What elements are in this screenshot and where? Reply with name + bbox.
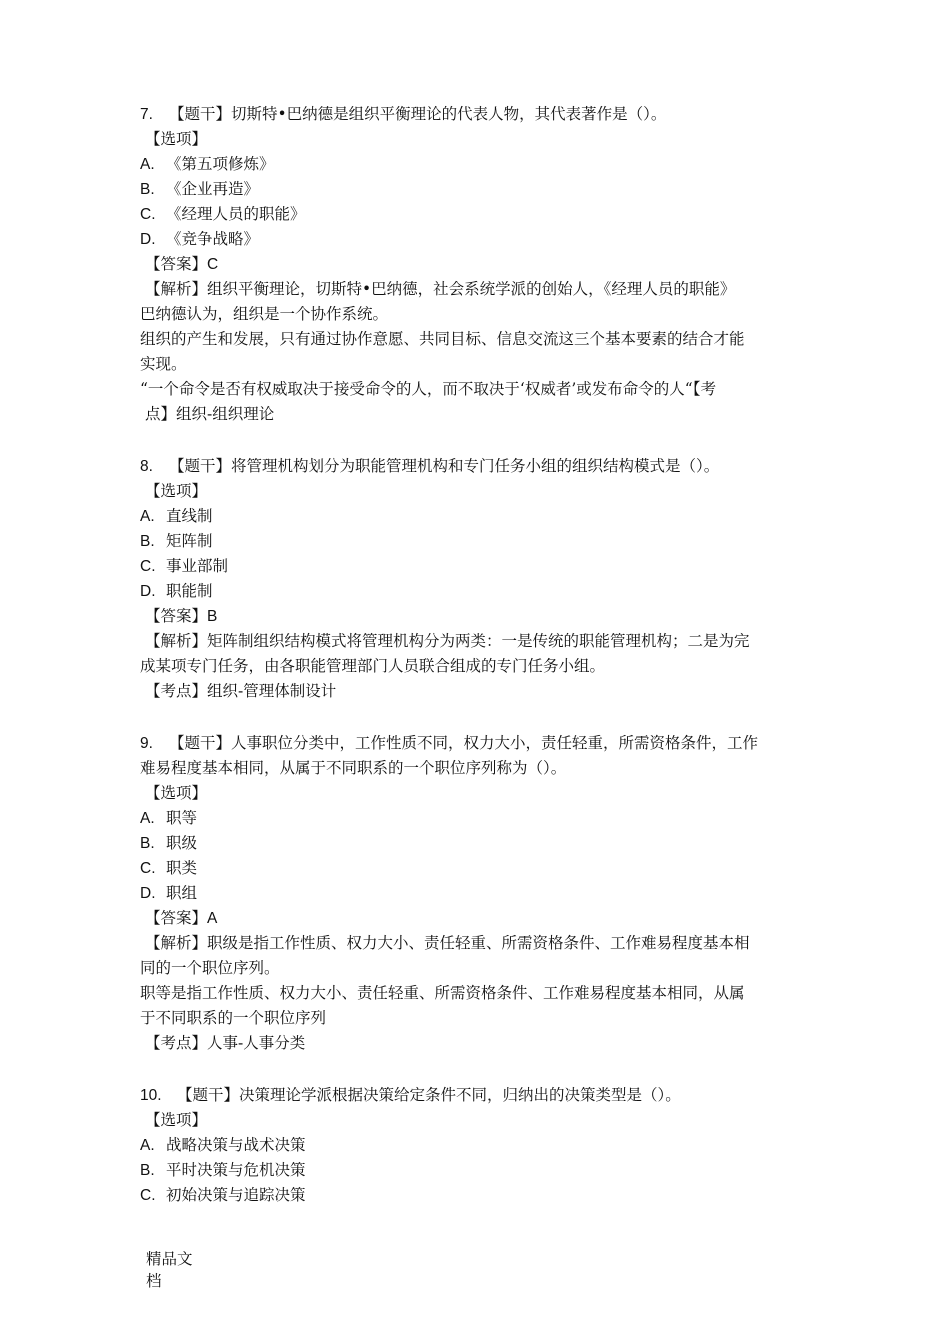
question-8: [140, 454, 820, 704]
analysis-line: “一个命令是否有权威取决于接受命令的人，而不取决于‘权威者’或发布命令的人“【考: [140, 380, 716, 398]
analysis-line: 组织的产生和发展，只有通过协作意愿、共同目标、信息交流这三个基本要素的结合才能: [140, 330, 745, 348]
option-c: C. 职类: [140, 859, 198, 877]
question-stem: [140, 731, 820, 756]
option-a: A. 战略决策与战术决策: [140, 1136, 306, 1154]
analysis-line: 职等是指工作性质、权力大小、责任轻重、所需资格条件、工作难易程度基本相同，从属: [140, 984, 745, 1002]
question-7: [140, 102, 820, 427]
option-d: D. 职组: [140, 884, 198, 902]
analysis-line: 【解析】职级是指工作性质、权力大小、责任轻重、所需资格条件、工作难易程度基本相: [145, 934, 750, 952]
question-stem: [140, 454, 820, 479]
exam-point: 【考点】人事-人事分类: [145, 1034, 306, 1052]
question-number: 10.: [140, 1087, 162, 1104]
answer: 【答案】B: [145, 607, 218, 625]
option-d: D. 《竞争战略》: [140, 230, 260, 248]
question-stem: [140, 1083, 820, 1108]
footer-line: 精品文: [146, 1250, 193, 1268]
stem-text: 【题干】人事职位分类中，工作性质不同，权力大小，责任轻重，所需资格条件，工作: [168, 734, 758, 752]
document-page: [140, 102, 820, 1208]
stem-text: 【题干】切斯特•巴纳德是组织平衡理论的代表人物，其代表著作是（）。: [168, 105, 667, 123]
stem-text-continued: 难易程度基本相同，从属于不同职系的一个职位序列称为（）。: [140, 759, 567, 777]
question-stem: [140, 102, 820, 127]
analysis-line: 成某项专门任务，由各职能管理部门人员联合组成的专门任务小组。: [140, 657, 606, 675]
option-b: B. 矩阵制: [140, 532, 213, 550]
footer-line: 档: [146, 1272, 162, 1290]
answer: 【答案】C: [145, 255, 219, 273]
stem-text: 【题干】决策理论学派根据决策给定条件不同，归纳出的决策类型是（）。: [176, 1086, 681, 1104]
question-number: 7.: [140, 106, 153, 123]
analysis-line: 点】组织-组织理论: [145, 405, 275, 423]
options-label: 【选项】: [145, 784, 208, 802]
answer: 【答案】A: [145, 909, 218, 927]
question-9: [140, 731, 820, 1056]
analysis-line: 【解析】矩阵制组织结构模式将管理机构分为两类：一是传统的职能管理机构；二是为完: [145, 632, 750, 650]
analysis-line: 巴纳德认为，组织是一个协作系统。: [140, 305, 389, 323]
option-b: B. 《企业再造》: [140, 180, 260, 198]
option-a: A. 直线制: [140, 507, 213, 525]
analysis-line: 【解析】组织平衡理论，切斯特•巴纳德，社会系统学派的创始人，《经理人员的职能》: [145, 280, 736, 298]
option-c: C. 初始决策与追踪决策: [140, 1186, 306, 1204]
question-number: 8.: [140, 458, 153, 475]
options-label: 【选项】: [145, 130, 208, 148]
analysis-line: 同的一个职位序列。: [140, 959, 280, 977]
option-c: C. 《经理人员的职能》: [140, 205, 306, 223]
option-c: C. 事业部制: [140, 557, 229, 575]
option-b: B. 职级: [140, 834, 198, 852]
option-b: B. 平时决策与危机决策: [140, 1161, 306, 1179]
exam-point: 【考点】组织-管理体制设计: [145, 682, 337, 700]
options-label: 【选项】: [145, 1111, 208, 1129]
options-label: 【选项】: [145, 482, 208, 500]
question-number: 9.: [140, 735, 153, 752]
option-d: D. 职能制: [140, 582, 213, 600]
option-a: A. 职等: [140, 809, 198, 827]
stem-text: 【题干】将管理机构划分为职能管理机构和专门任务小组的组织结构模式是（）。: [168, 457, 720, 475]
page-footer: [146, 1248, 216, 1292]
question-10: [140, 1083, 820, 1208]
analysis-line: 实现。: [140, 355, 187, 373]
analysis-line: 于不同职系的一个职位序列: [140, 1009, 327, 1027]
option-a: A. 《第五项修炼》: [140, 155, 275, 173]
